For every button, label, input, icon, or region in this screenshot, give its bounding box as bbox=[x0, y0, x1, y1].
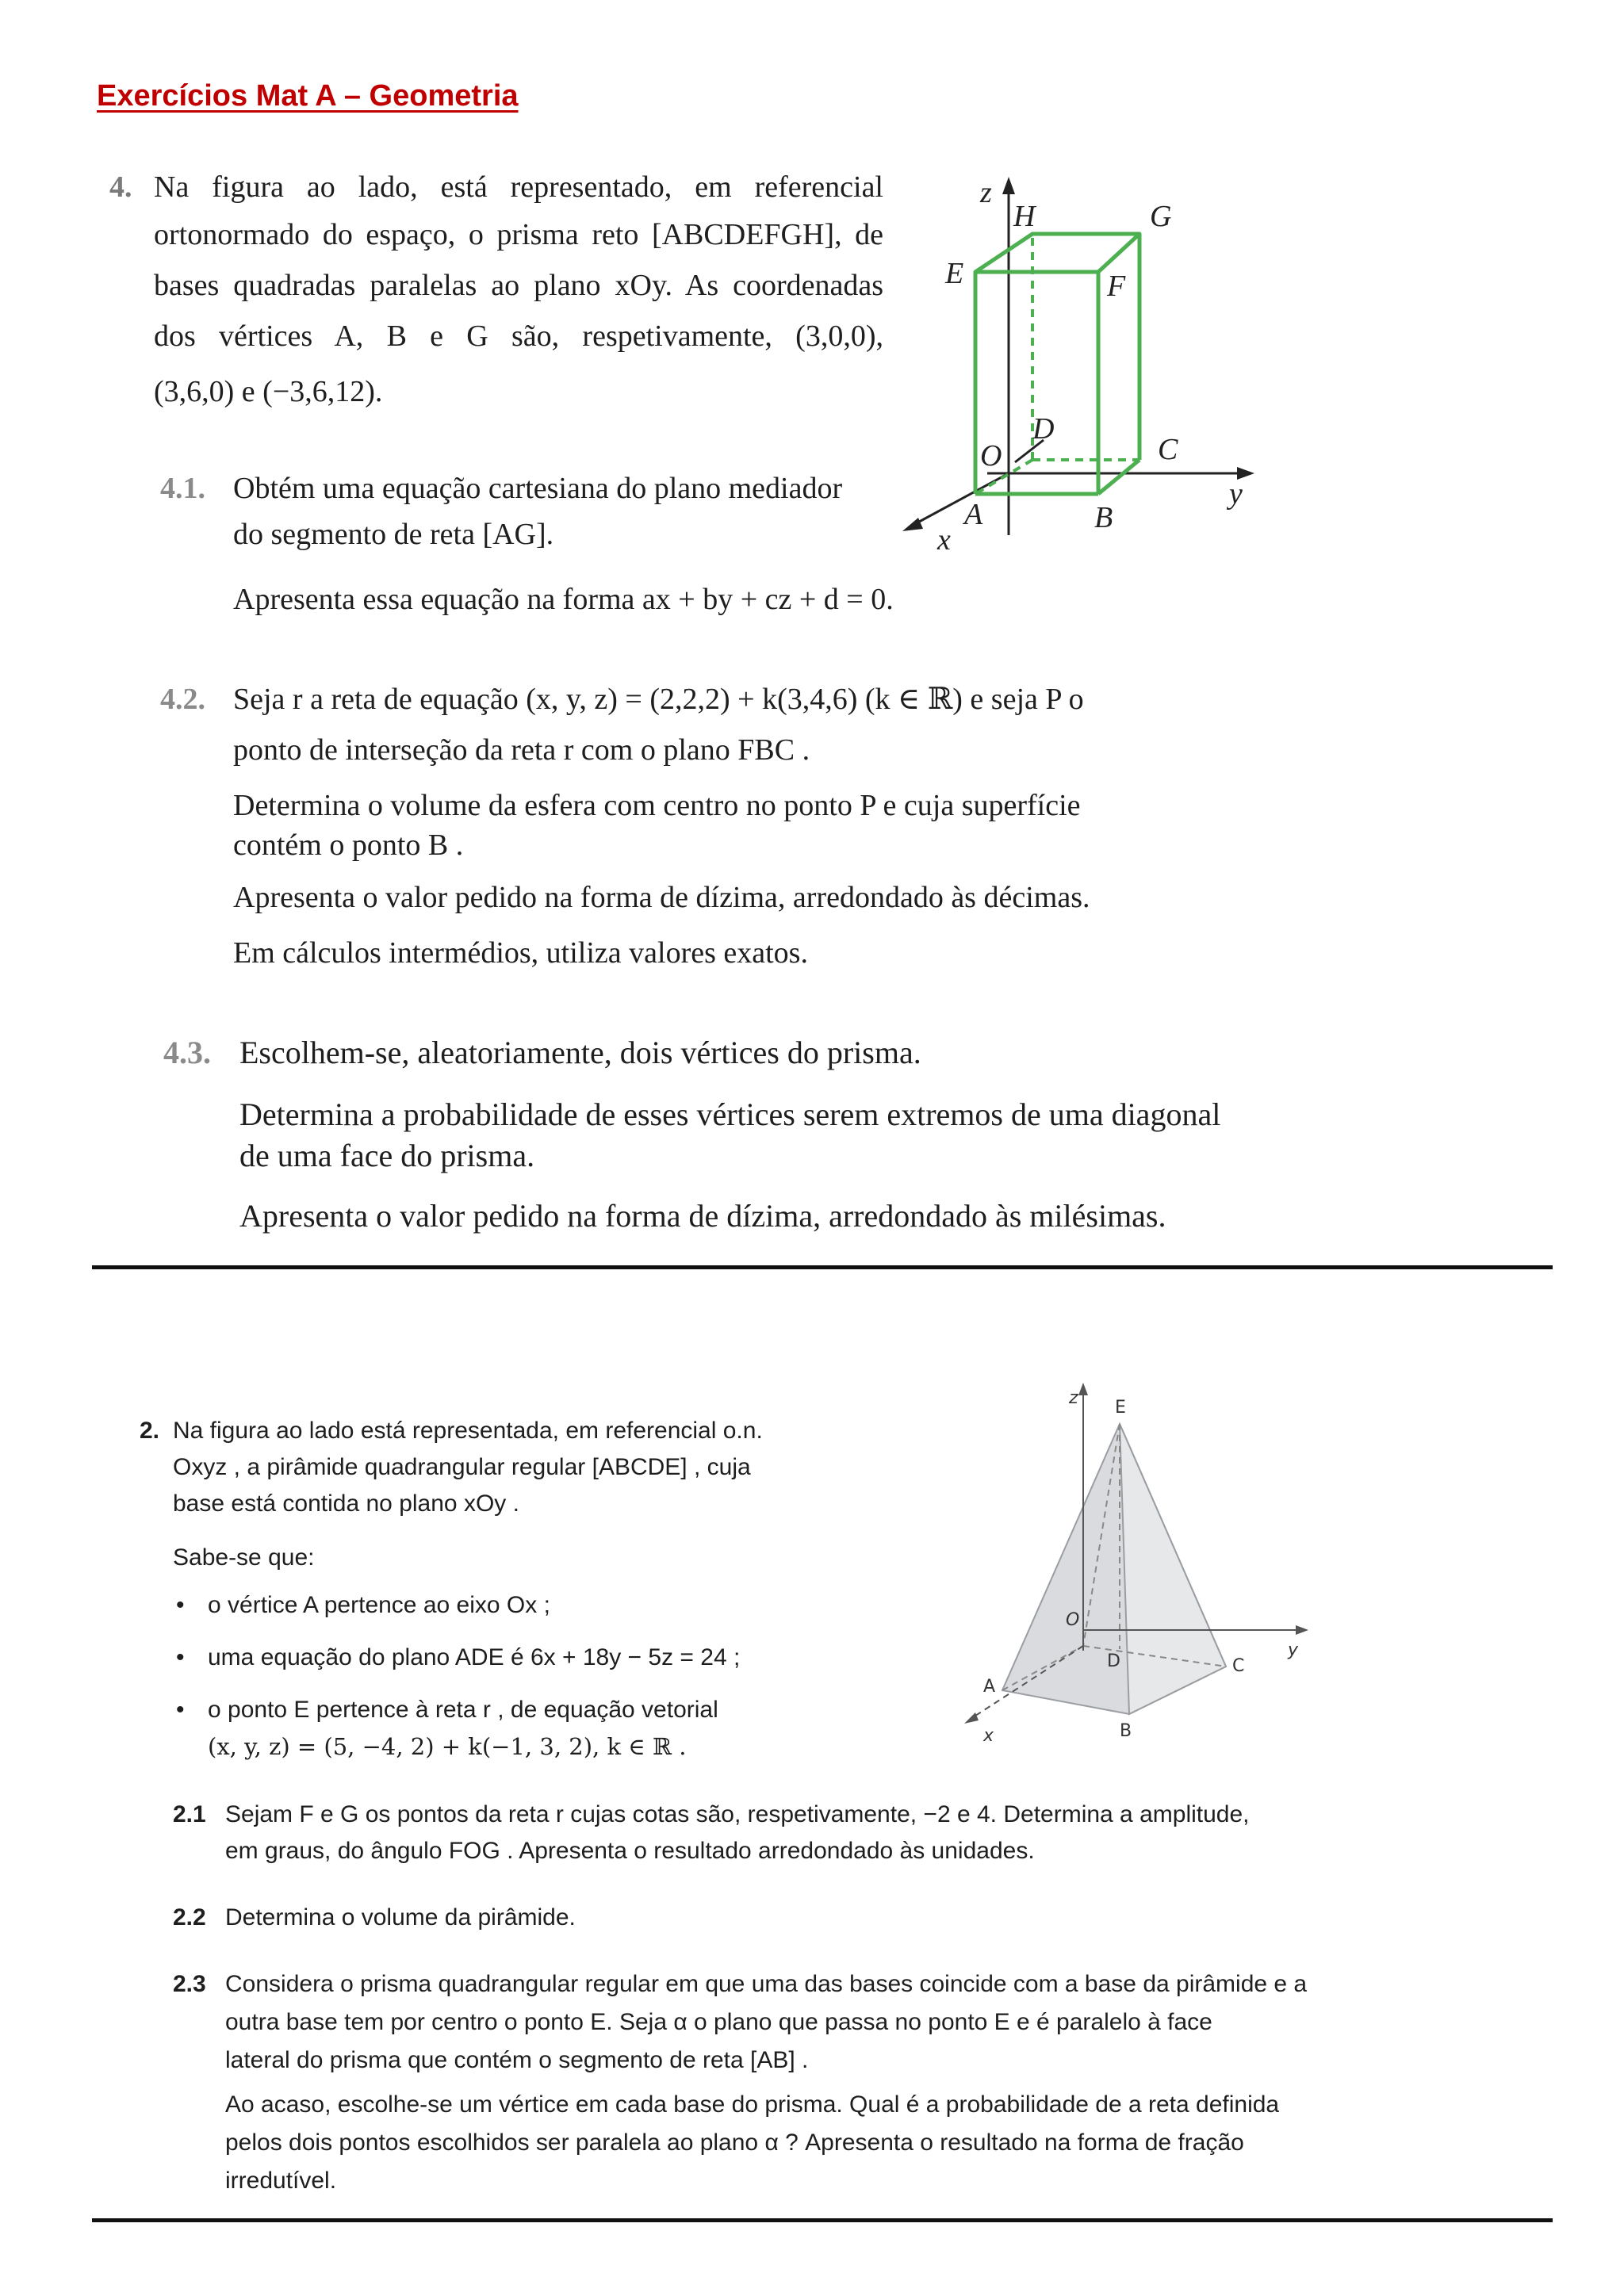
item-2-2-text: Determina o volume da pirâmide. bbox=[225, 1904, 576, 1931]
item-4-2-number: 4.2. bbox=[160, 683, 205, 716]
label-G: G bbox=[1150, 200, 1172, 233]
label-x: x bbox=[937, 523, 951, 557]
section-divider bbox=[92, 1265, 1553, 1269]
item-4-1-number: 4.1. bbox=[160, 472, 205, 505]
z-axis-arrow bbox=[1078, 1383, 1088, 1395]
exercise-2-known: Sabe-se que: bbox=[173, 1544, 315, 1571]
label-O: O bbox=[1066, 1610, 1080, 1630]
pyramid-figure bbox=[952, 1372, 1324, 1752]
item-4-3-number: 4.3. bbox=[163, 1035, 211, 1070]
label-B: B bbox=[1120, 1721, 1132, 1741]
label-F: F bbox=[1107, 270, 1126, 303]
item-4-3-text: de uma face do prisma. bbox=[239, 1138, 535, 1173]
exercise-2-bullet: o ponto E pertence à reta r , de equação vetorial bbox=[208, 1697, 718, 1723]
item-4-3-text: Escolhem-se, aleatoriamente, dois vértices do prisma. bbox=[239, 1035, 921, 1070]
item-4-3-text: Determina a probabilidade de esses vértices serem extremos de uma diagonal bbox=[239, 1096, 1221, 1132]
item-4-2-text: Determina o volume da esfera com centro no ponto P e cuja superfície bbox=[233, 789, 1081, 822]
label-y: y bbox=[1288, 1640, 1299, 1660]
item-2-3-text: Considera o prisma quadrangular regular em que uma das bases coincide com a base da pirâmide e a bbox=[225, 1971, 1308, 1997]
exercise-4-line: (3,6,0) e (−3,6,12). bbox=[154, 375, 383, 408]
exercise-4-line: ortonormado do espaço, o prisma reto [ABCDEFGH], de bbox=[154, 218, 883, 251]
item-2-3-number: 2.3 bbox=[173, 1971, 206, 1997]
item-4-2-text: Apresenta o valor pedido na forma de dízima, arredondado às décimas. bbox=[233, 881, 1090, 914]
item-2-3-text: Ao acaso, escolhe-se um vértice em cada base do prisma. Qual é a probabilidade de a reta definida bbox=[225, 2091, 1280, 2118]
exercise-2-bullet: (x, y, z) = (5, −4, 2) + k(−1, 3, 2), k ∈ ℝ . bbox=[208, 1733, 687, 1760]
item-4-1-text: do segmento de reta [AG]. bbox=[233, 518, 554, 551]
item-4-2-text: contém o ponto B . bbox=[233, 828, 464, 862]
exercise-4-line: bases quadradas paralelas ao plano xOy. As coordenadas bbox=[154, 269, 883, 302]
item-2-1-text: Sejam F e G os pontos da reta r cujas cotas são, respetivamente, −2 e 4. Determina a amplitude, bbox=[225, 1801, 1250, 1827]
item-4-1-text: Obtém uma equação cartesiana do plano mediador bbox=[233, 472, 843, 505]
pyramid-right-face bbox=[1120, 1424, 1226, 1714]
exercise-2-intro: Oxyz , a pirâmide quadrangular regular [ABCDE] , cuja bbox=[173, 1454, 751, 1480]
item-4-1-text: Apresenta essa equação na forma ax + by + cz + d = 0. bbox=[233, 583, 894, 616]
z-axis-arrow bbox=[1002, 177, 1015, 194]
item-2-3-text: irredutível. bbox=[225, 2168, 337, 2194]
prism-figure bbox=[896, 170, 1269, 559]
label-C: C bbox=[1158, 433, 1178, 466]
label-B: B bbox=[1094, 501, 1113, 534]
section-divider-bottom bbox=[92, 2218, 1553, 2222]
exercise-4-line: dos vértices A, B e G são, respetivamente, (3,0,0), bbox=[154, 320, 883, 353]
exercise-2-intro: base está contida no plano xOy . bbox=[173, 1490, 519, 1517]
x-axis-arrow bbox=[902, 518, 923, 531]
bullet-icon: • bbox=[176, 1697, 185, 1723]
item-2-2-number: 2.2 bbox=[173, 1904, 206, 1931]
label-x: x bbox=[983, 1726, 994, 1746]
label-E: E bbox=[945, 257, 964, 290]
bullet-icon: • bbox=[176, 1644, 185, 1670]
exercise-4-number: 4. bbox=[109, 170, 132, 204]
label-H: H bbox=[1013, 200, 1036, 233]
label-z: z bbox=[980, 176, 992, 209]
item-4-2-text: Em cálculos intermédios, utiliza valores exatos. bbox=[233, 936, 808, 970]
label-z: z bbox=[1069, 1388, 1078, 1408]
item-2-1-number: 2.1 bbox=[173, 1801, 206, 1827]
exercise-2-bullet: o vértice A pertence ao eixo Ox ; bbox=[208, 1592, 550, 1618]
item-2-3-text: outra base tem por centro o ponto E. Seja α o plano que passa no ponto E e é paralelo à face bbox=[225, 2009, 1212, 2035]
label-E: E bbox=[1115, 1398, 1126, 1418]
item-2-3-text: lateral do prisma que contém o segmento de reta [AB] . bbox=[225, 2047, 809, 2073]
document-title: Exercícios Mat A – Geometria bbox=[97, 79, 519, 113]
label-D: D bbox=[1032, 412, 1055, 446]
label-A: A bbox=[983, 1677, 996, 1697]
label-O: O bbox=[980, 439, 1002, 473]
exercise-2-intro: Na figura ao lado está representada, em referencial o.n. bbox=[173, 1418, 763, 1444]
y-axis-arrow bbox=[1296, 1625, 1308, 1635]
label-D: D bbox=[1107, 1651, 1120, 1671]
exercise-2-bullet: uma equação do plano ADE é 6x + 18y − 5z = 24 ; bbox=[208, 1644, 741, 1670]
label-A: A bbox=[964, 498, 983, 531]
bullet-icon: • bbox=[176, 1592, 185, 1618]
label-C: C bbox=[1232, 1656, 1245, 1676]
item-2-3-text: pelos dois pontos escolhidos ser paralela ao plano α ? Apresenta o resultado na forma de fração bbox=[225, 2130, 1244, 2156]
exercise-2-number: 2. bbox=[140, 1418, 160, 1444]
label-y: y bbox=[1229, 477, 1243, 511]
item-2-1-text: em graus, do ângulo FOG . Apresenta o resultado arredondado às unidades. bbox=[225, 1838, 1035, 1864]
item-4-2-text: Seja r a reta de equação (x, y, z) = (2,2,2) + k(3,4,6) (k ∈ ℝ) e seja P o bbox=[233, 683, 1084, 716]
item-4-2-text: ponto de interseção da reta r com o plano FBC . bbox=[233, 733, 810, 767]
exercise-4-line: Na figura ao lado, está representado, em referencial bbox=[154, 170, 883, 204]
item-4-3-text: Apresenta o valor pedido na forma de dízima, arredondado às milésimas. bbox=[239, 1198, 1166, 1234]
